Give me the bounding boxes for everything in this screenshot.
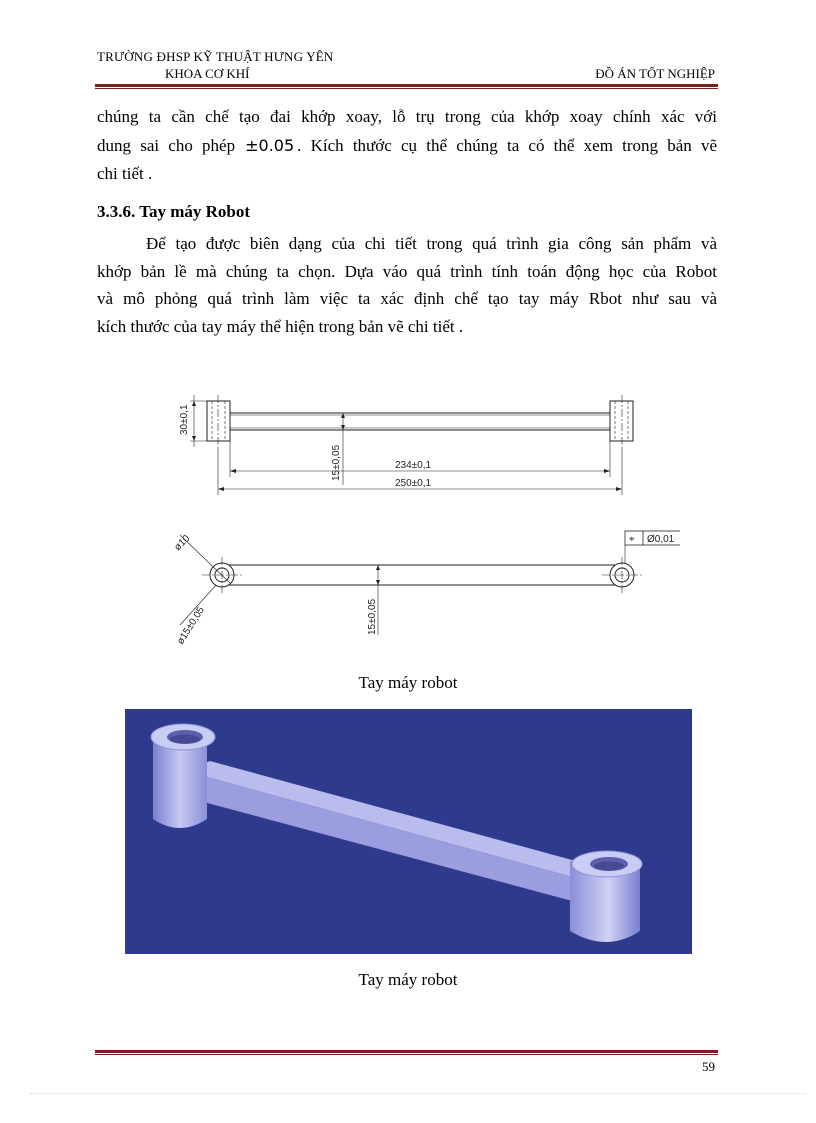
para1-line2 bbox=[97, 132, 717, 161]
para2-line3: và mô phỏng quá trình làm việc ta xác định chế tạo tay máy Rbot như sau và bbox=[97, 289, 717, 308]
footer-rule-thin bbox=[95, 1054, 718, 1055]
header-school: TRƯỜNG ĐHSP KỸ THUẬT HƯNG YÊN bbox=[97, 49, 334, 64]
tolerance-value: ±0.05 bbox=[245, 136, 295, 155]
bar-top-view bbox=[230, 413, 610, 430]
right-boss-top bbox=[610, 401, 633, 441]
dim-width2-label: 15±0,05 bbox=[367, 598, 378, 635]
left-boss-top bbox=[207, 401, 230, 441]
para1-line1: chúng ta cần chế tạo đai khớp xoay, lỗ trụ trong của khớp xoay chính xác với bbox=[97, 107, 717, 126]
footer-rule bbox=[95, 1050, 718, 1053]
header-rule-thin bbox=[95, 88, 718, 89]
gdt-symbol: ⌖ bbox=[629, 534, 635, 545]
page-edge-dots bbox=[30, 1093, 806, 1094]
dim-inner-label: 234±0,1 bbox=[395, 460, 432, 471]
para1-line2-b: . Kích thước cụ thể chúng ta có thể xem trong bản vẽ bbox=[297, 136, 718, 155]
header-doc-type: ĐỒ ÁN TỐT NGHIỆP bbox=[595, 66, 715, 81]
header-rule bbox=[95, 84, 718, 87]
dim-boss-label: ø15±0,05 bbox=[175, 604, 207, 647]
dim-height-label: 30±0,1 bbox=[179, 404, 190, 435]
caption-render: Tay máy robot bbox=[358, 970, 458, 989]
left-cylinder bbox=[153, 739, 207, 828]
section-heading: 3.3.6. Tay máy Robot bbox=[97, 202, 251, 221]
dim-hole-label: ø10 bbox=[172, 533, 193, 554]
bar-side-view bbox=[222, 565, 622, 585]
para2-line1: Để tạo được biên dạng của chi tiết trong quá trình gia công sản phẩm và bbox=[146, 234, 717, 253]
caption-drawing: Tay máy robot bbox=[358, 673, 458, 692]
para1-line3: chi tiết . bbox=[97, 164, 153, 183]
para2-line4: kích thước của tay máy thể hiện trong bản vẽ chi tiết . bbox=[97, 317, 464, 336]
dim-width-label: 15±0,05 bbox=[331, 444, 342, 481]
dim-total-label: 250±0,1 bbox=[395, 478, 432, 489]
para1-line2-a: dung sai cho phép bbox=[97, 136, 236, 155]
gdt-value: Ø0,01 bbox=[647, 534, 675, 545]
render-3d bbox=[125, 709, 692, 954]
page-number: 59 bbox=[702, 1059, 715, 1074]
technical-drawing bbox=[150, 385, 680, 665]
header-faculty: KHOA CƠ KHÍ bbox=[165, 66, 250, 81]
para2-line2: khớp bản lề mà chúng ta chọn. Dựa váo quá trình tính toán động học của Robot bbox=[97, 262, 717, 281]
